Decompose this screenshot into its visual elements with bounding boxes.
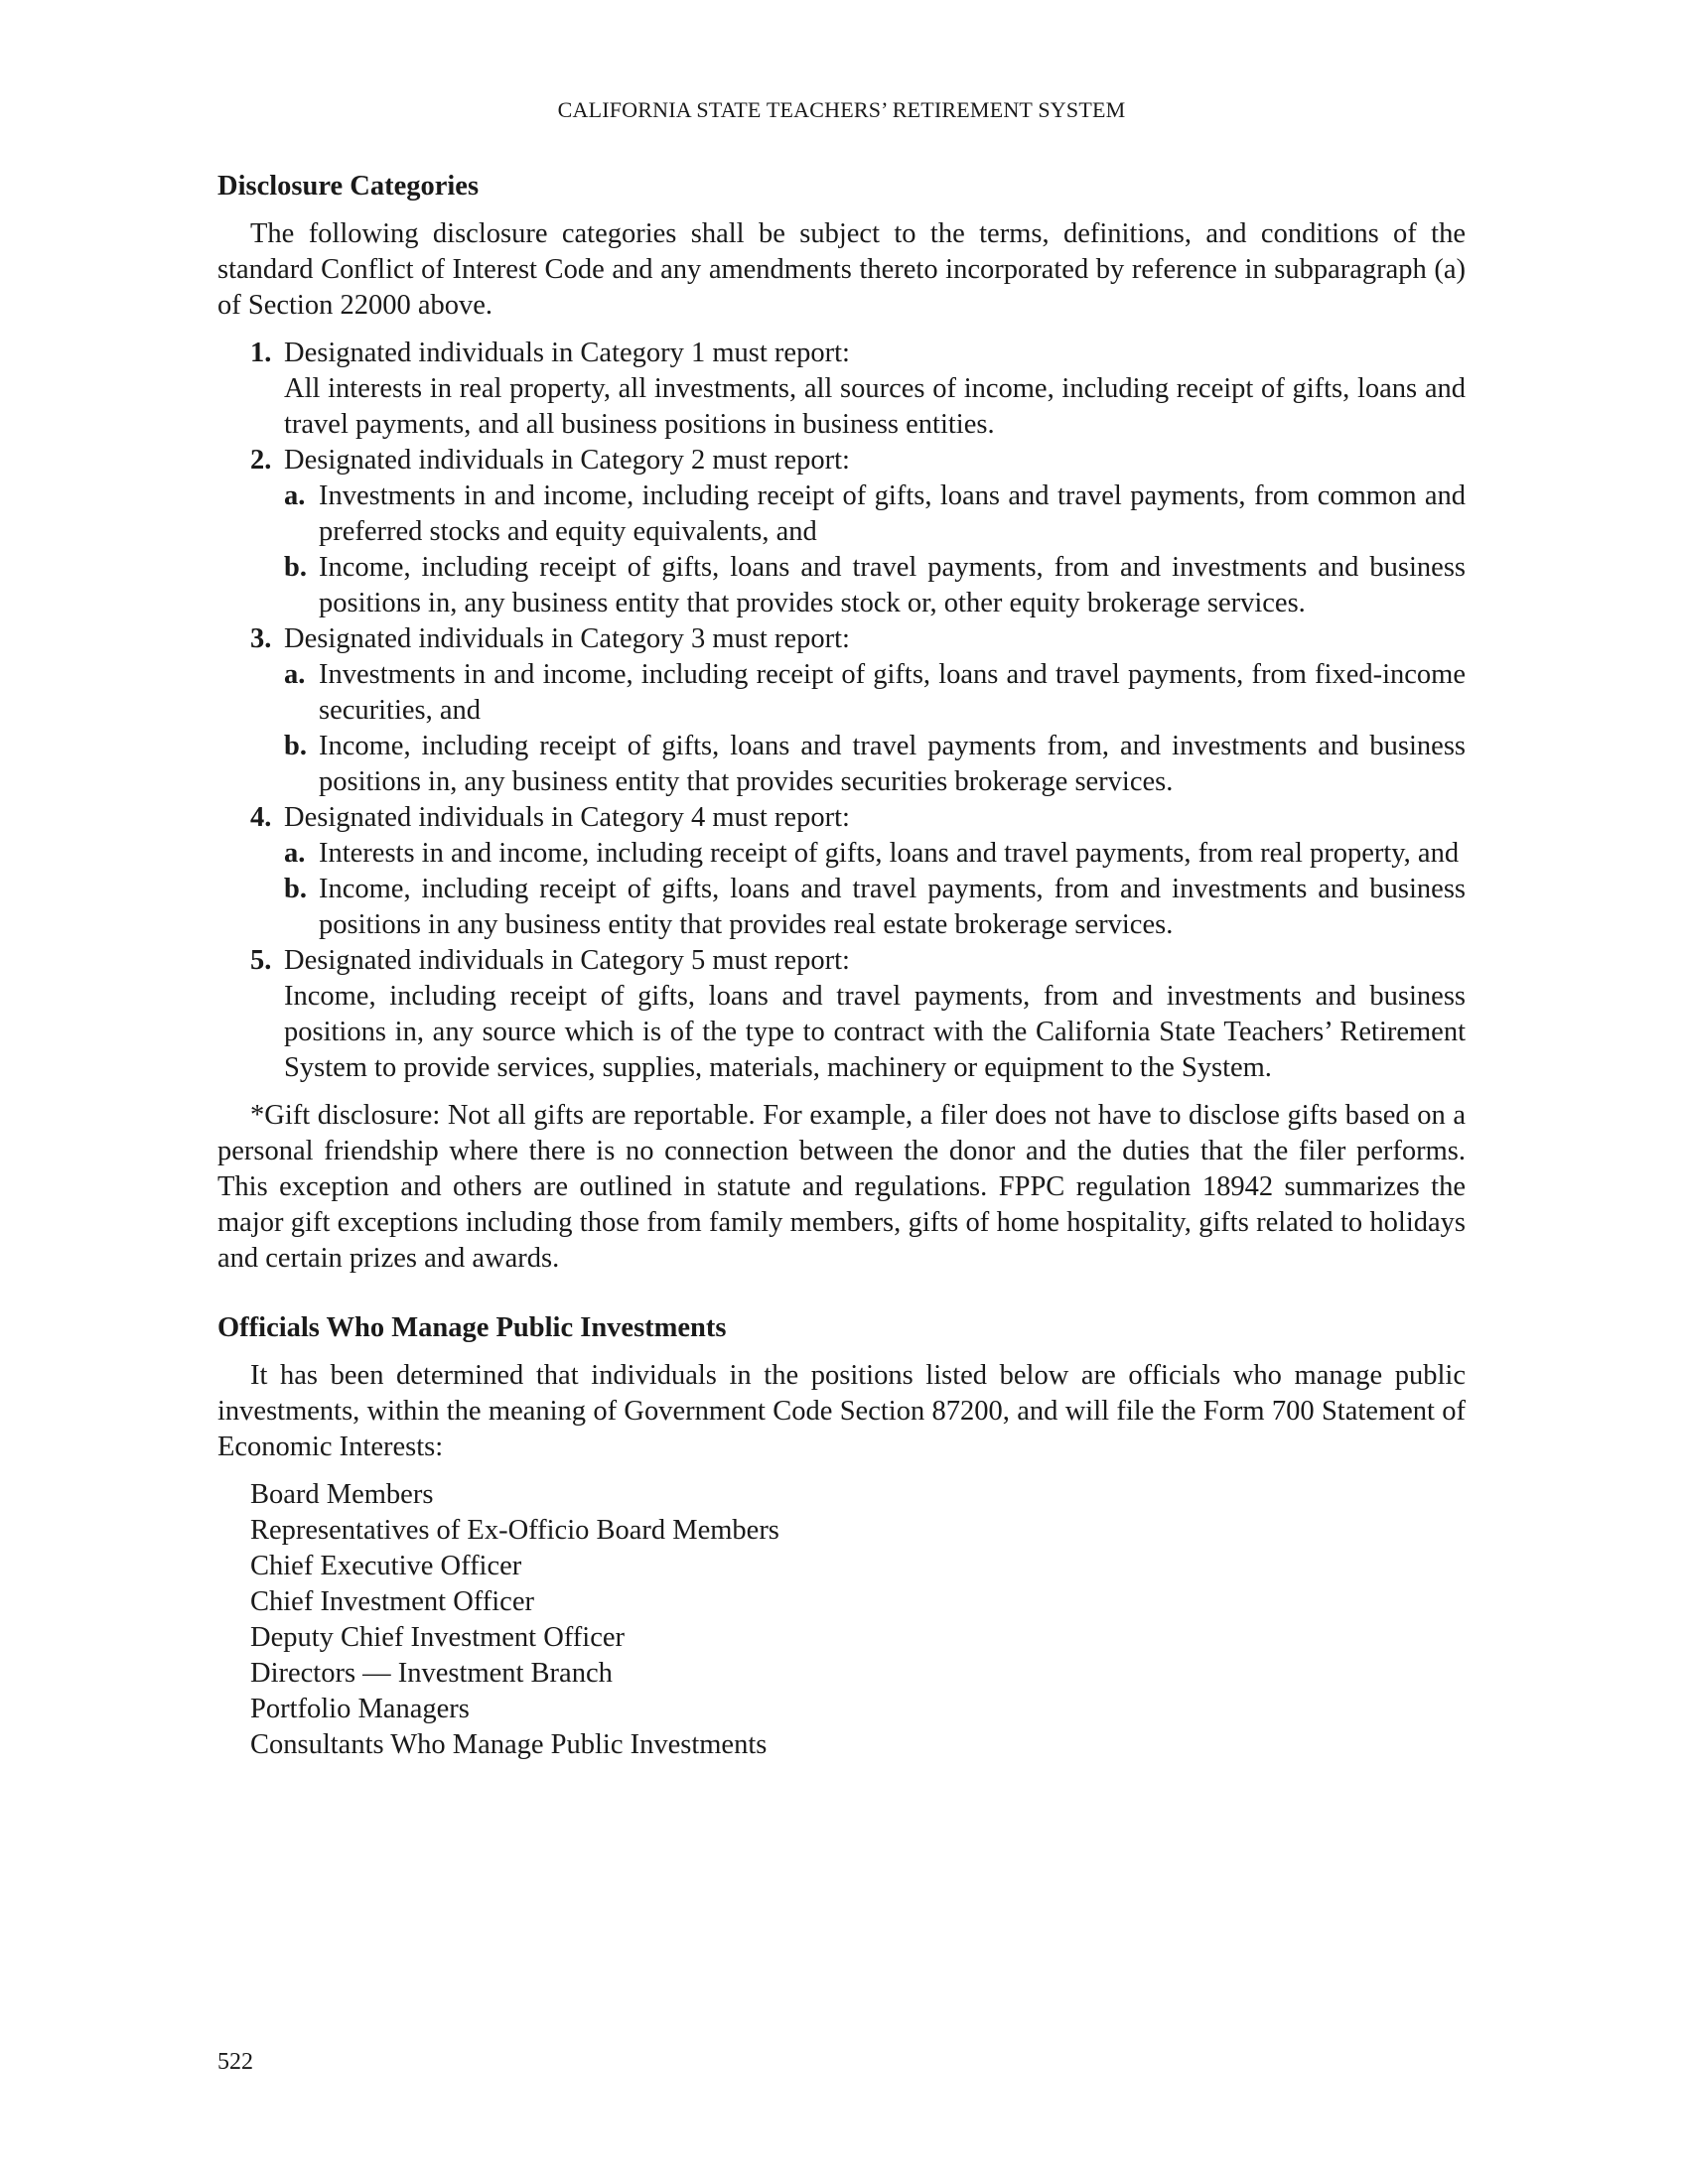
category-number: 1. <box>250 338 272 368</box>
category-body: Income, including receipt of gifts, loans and travel payments, from and investments and business positions in, any source which is of the type to contract with the California State Teachers’ Retirement System to provide services, supplies, materials, machinery or equipment to the System. <box>284 981 1466 1083</box>
sub-item-text: Interests in and income, including receipt of gifts, loans and travel payments, from real property, and <box>319 838 1460 869</box>
category-item-4 <box>217 800 1466 943</box>
position-item: Directors — Investment Branch <box>250 1658 613 1689</box>
category-item-5 <box>217 943 1466 1086</box>
disclosure-categories-heading: Disclosure Categories <box>217 171 480 202</box>
sub-item-letter: b. <box>284 552 307 583</box>
sub-item-letter: a. <box>284 659 306 690</box>
category-item-1 <box>217 336 1466 443</box>
position-item: Chief Investment Officer <box>250 1586 534 1617</box>
officials-heading: Officials Who Manage Public Investments <box>217 1312 727 1343</box>
sub-item-text: Investments in and income, including receipt of gifts, loans and travel payments, from fixed-income securities, and <box>319 659 1466 726</box>
sub-item-text: Income, including receipt of gifts, loans and travel payments from, and investments and business positions in, any business entity that provides securities brokerage services. <box>319 731 1466 797</box>
category-title: Designated individuals in Category 4 must report: <box>284 802 850 833</box>
officials-intro-paragraph: It has been determined that individuals in the positions listed below are officials who manage public investments, within the meaning of Government Code Section 87200, and will file the Form 700 Statement of Economic Interests: <box>217 1360 1466 1462</box>
category-title: Designated individuals in Category 3 must report: <box>284 623 850 654</box>
page-number: 522 <box>217 2049 253 2075</box>
category-sub-list <box>284 478 1466 621</box>
page-content <box>217 169 1466 1763</box>
sub-item-text: Income, including receipt of gifts, loans and travel payments, from and investments and business positions in, any business entity that provides stock or, other equity brokerage services. <box>319 552 1466 618</box>
officials-section <box>217 1310 1466 1763</box>
gift-disclosure-note: *Gift disclosure: Not all gifts are reportable. For example, a filer does not have to disclose gifts based on a personal friendship where there is no connection between the donor and the duties that the filer performs. This exception and others are outlined in statute and regulations. FPPC regulation 18942 summarizes the major gift exceptions including those from family members, gifts of home hospitality, gifts related to holidays and certain prizes and awards. <box>217 1100 1466 1274</box>
sub-item-letter: a. <box>284 838 306 869</box>
sub-item-letter: b. <box>284 731 307 761</box>
positions-list <box>217 1477 1466 1763</box>
category-item-3 <box>217 621 1466 800</box>
category-number: 4. <box>250 802 272 833</box>
category-sub-list <box>284 657 1466 800</box>
category-sub-item-a <box>284 657 1466 729</box>
disclosure-categories-section <box>217 169 1466 1277</box>
category-body: All interests in real property, all investments, all sources of income, including receipt of gifts, loans and travel payments, and all business positions in business entities. <box>284 373 1466 440</box>
category-sub-item-b <box>284 729 1466 800</box>
category-sub-item-a <box>284 836 1466 872</box>
category-title: Designated individuals in Category 5 must report: <box>284 945 850 976</box>
position-item: Chief Executive Officer <box>250 1551 522 1581</box>
category-sub-item-a <box>284 478 1466 550</box>
position-item: Board Members <box>250 1479 434 1510</box>
category-title: Designated individuals in Category 2 must report: <box>284 445 850 476</box>
category-number: 3. <box>250 623 272 654</box>
category-sub-item-b <box>284 872 1466 943</box>
sub-item-text: Income, including receipt of gifts, loans and travel payments, from and investments and business positions in any business entity that provides real estate brokerage services. <box>319 874 1466 940</box>
position-item: Portfolio Managers <box>250 1694 470 1724</box>
category-title: Designated individuals in Category 1 must report: <box>284 338 850 368</box>
category-list <box>217 336 1466 1086</box>
disclosure-intro-paragraph: The following disclosure categories shall be subject to the terms, definitions, and conditions of the standard Conflict of Interest Code and any amendments thereto incorporated by reference in subparagraph (a) of Section 22000 above. <box>217 218 1466 321</box>
position-item: Deputy Chief Investment Officer <box>250 1622 625 1653</box>
sub-item-letter: b. <box>284 874 307 904</box>
category-number: 2. <box>250 445 272 476</box>
category-sub-item-b <box>284 550 1466 621</box>
position-item: Representatives of Ex-Officio Board Members <box>250 1515 779 1546</box>
running-head: CALIFORNIA STATE TEACHERS’ RETIREMENT SYSTEM <box>557 97 1126 122</box>
sub-item-text: Investments in and income, including receipt of gifts, loans and travel payments, from common and preferred stocks and equity equivalents, and <box>319 480 1466 547</box>
position-item: Consultants Who Manage Public Investments <box>250 1729 768 1760</box>
category-item-2 <box>217 443 1466 621</box>
category-sub-list <box>284 836 1466 943</box>
sub-item-letter: a. <box>284 480 306 511</box>
category-number: 5. <box>250 945 272 976</box>
